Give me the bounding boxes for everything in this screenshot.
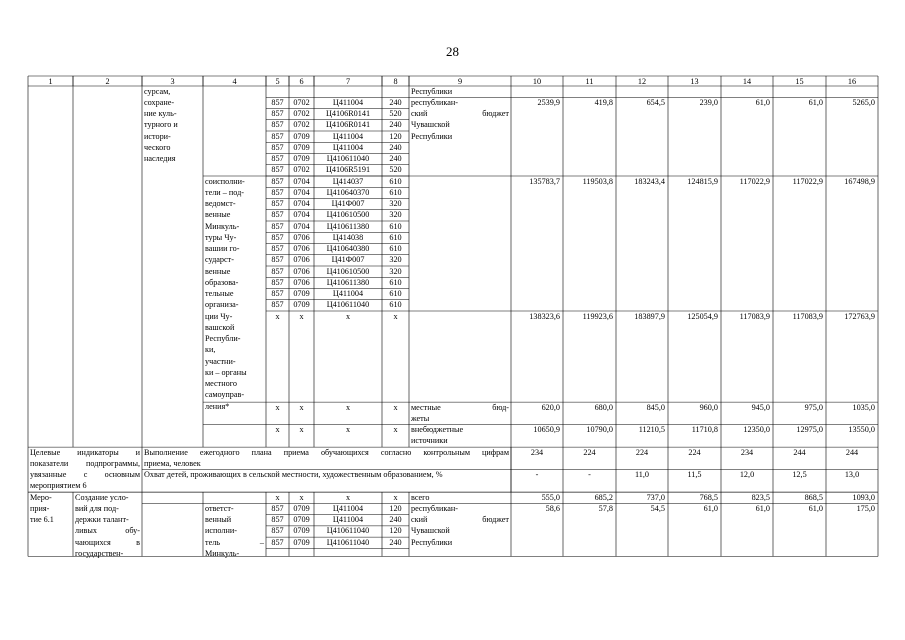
activity-text: сурсам, — [144, 86, 171, 96]
activity-text: ческого — [144, 142, 171, 152]
indicator-text: Выполнение ежегодного плана приема обучающихся согласно контрольным цифрам — [144, 447, 509, 457]
amount-value: 138323,6 — [529, 311, 560, 321]
budget-code: 240 — [389, 142, 402, 152]
budget-code: 0706 — [293, 277, 310, 287]
budget-code: 857 — [271, 97, 284, 107]
executor-text: венные — [205, 210, 231, 220]
amount-value: 960,0 — [699, 402, 718, 412]
measure-text: государствен- — [75, 548, 124, 558]
executor-text: тели – под- — [205, 187, 244, 197]
budget-code: 320 — [389, 266, 402, 276]
budget-code: 857 — [271, 210, 284, 220]
header-cell-16: 16 — [847, 76, 857, 86]
amount-value: 124815,9 — [687, 176, 718, 186]
budget-code: 610 — [389, 232, 402, 242]
budget-code: 857 — [271, 266, 284, 276]
executor-text: тельные — [205, 289, 234, 298]
activity-text: сохране- — [144, 97, 175, 107]
header-cell-10: 10 — [532, 76, 542, 86]
budget-code: x — [393, 425, 398, 435]
indicator-text: приема, человек — [144, 458, 201, 468]
amount-value: 945,0 — [751, 402, 770, 412]
budget-code: 857 — [271, 503, 284, 513]
amount-value: 119503,8 — [582, 176, 613, 186]
budget-code: Ц4106R5191 — [325, 165, 371, 175]
budget-code: x — [345, 311, 351, 321]
budget-code: 610 — [389, 300, 402, 310]
budget-code: 857 — [271, 244, 284, 253]
budget-code: x — [393, 492, 398, 502]
header-cell-3: 3 — [170, 76, 175, 86]
measure-text: ливых обу- — [75, 526, 140, 536]
header-cell-8: 8 — [393, 76, 398, 86]
amount-value: 57,8 — [598, 503, 613, 513]
amount-value: 419,8 — [594, 97, 613, 107]
amount-value: 117022,9 — [739, 176, 770, 186]
executor-text: Минкуль- — [205, 548, 240, 558]
budget-code: 0706 — [293, 266, 310, 276]
measure-number: прия- — [30, 503, 50, 513]
budget-code: 857 — [271, 142, 284, 152]
activity-text: наследия — [144, 154, 176, 163]
budget-code: 240 — [389, 120, 402, 130]
budget-code: x — [275, 425, 280, 435]
budget-code: x — [299, 425, 304, 435]
funding-source-text: Чувашской — [411, 526, 450, 536]
header-cell-7: 7 — [345, 76, 351, 86]
budget-code: 240 — [389, 97, 402, 107]
indicator-value: 224 — [688, 447, 701, 457]
budget-code: 0702 — [293, 97, 310, 107]
budget-code: 610 — [389, 221, 402, 231]
indicator-value: 244 — [793, 447, 806, 457]
budget-code: Ц414038 — [332, 232, 364, 242]
amount-value: 11210,5 — [638, 425, 665, 435]
indicator-value: 11,5 — [687, 470, 702, 480]
amount-value: 685,2 — [594, 492, 613, 502]
executor-text: ведомст- — [205, 199, 236, 208]
budget-code: Ц414037 — [332, 176, 364, 186]
amount-value: 620,0 — [541, 402, 560, 412]
budget-table — [28, 76, 878, 571]
measure-text: держки талант- — [75, 515, 129, 525]
budget-code: x — [393, 311, 398, 321]
amount-value: 61,0 — [808, 503, 823, 513]
budget-code: 320 — [389, 255, 402, 265]
indicator-label: Целевые индикаторы и — [30, 447, 140, 457]
budget-code: 0706 — [293, 232, 310, 242]
budget-code: 0704 — [293, 176, 310, 186]
budget-code: Ц41Ф007 — [331, 255, 365, 265]
budget-code: 857 — [271, 232, 284, 242]
amount-value: 12350,0 — [743, 425, 770, 435]
executor-text: образова- — [205, 277, 239, 287]
budget-code: 0709 — [293, 154, 310, 163]
header-cell-1: 1 — [48, 76, 53, 86]
funding-source-text: жеты — [411, 413, 430, 423]
budget-code: 857 — [271, 255, 284, 265]
header-cell-2: 2 — [105, 76, 110, 86]
budget-code: x — [345, 402, 351, 412]
budget-code: 120 — [389, 526, 402, 536]
executor-text: Минкуль- — [205, 221, 240, 231]
executor-text: сударст- — [205, 255, 234, 265]
page-number: 28 — [446, 44, 459, 59]
indicator-value: - — [588, 470, 591, 480]
budget-code: 857 — [271, 187, 284, 197]
budget-code: 0709 — [293, 289, 310, 298]
budget-code: 0709 — [293, 537, 310, 547]
budget-code: 120 — [389, 131, 402, 141]
measure-text: чающихся в — [75, 537, 140, 547]
funding-source-text: ский бюджет — [411, 109, 509, 118]
executor-text: ления* — [205, 401, 230, 411]
budget-code: Ц410611040 — [326, 300, 370, 310]
budget-code: Ц410640370 — [326, 187, 370, 197]
header-cell-12: 12 — [637, 76, 647, 86]
budget-code: 0709 — [293, 526, 310, 536]
budget-code: Ц411004 — [332, 515, 364, 525]
budget-code: Ц410610500 — [326, 266, 370, 276]
amount-value: 737,0 — [646, 492, 665, 502]
indicator-label: показатели подпрограммы, — [30, 458, 140, 468]
budget-code: Ц410611040 — [326, 154, 370, 163]
budget-code: Ц4106R0141 — [325, 109, 371, 118]
budget-code: Ц410611380 — [326, 277, 370, 287]
budget-code: 520 — [389, 165, 402, 175]
funding-source-text: местные бюд- — [411, 402, 509, 412]
executor-text: ки, — [205, 345, 216, 355]
budget-code: 0709 — [293, 515, 310, 525]
budget-code: 0702 — [293, 109, 310, 118]
budget-code: 0704 — [293, 187, 310, 197]
executor-text: организа- — [205, 300, 239, 310]
budget-code: x — [299, 311, 304, 321]
executor-text: вашии го- — [205, 244, 240, 253]
budget-code: 0702 — [293, 120, 310, 130]
executor-text: ции Чу- — [205, 311, 233, 321]
budget-code: 857 — [271, 154, 284, 163]
indicator-value: 244 — [845, 447, 859, 457]
amount-value: 183243,4 — [634, 176, 665, 186]
funding-source-text: Республики — [411, 131, 453, 141]
budget-code: 120 — [389, 503, 402, 513]
amount-value: 2539,9 — [537, 97, 560, 107]
budget-code: 0709 — [293, 300, 310, 310]
measure-number: Меро- — [30, 492, 52, 502]
activity-text: ние куль- — [144, 109, 177, 118]
amount-value: 117083,9 — [739, 311, 770, 321]
budget-code: Ц410611380 — [326, 221, 370, 231]
budget-code: x — [275, 492, 280, 502]
indicator-value: 12,5 — [792, 470, 807, 480]
amount-value: 845,0 — [646, 402, 665, 412]
budget-code: 0702 — [293, 165, 310, 175]
budget-code: 610 — [389, 244, 402, 253]
budget-code: 857 — [271, 515, 284, 525]
funding-source-text: источники — [411, 436, 448, 446]
executor-text: ки – органы — [205, 367, 247, 377]
budget-code: 0709 — [293, 131, 310, 141]
indicator-value: 12,0 — [739, 470, 755, 480]
amount-value: 868,5 — [804, 492, 823, 502]
amount-value: 167498,9 — [844, 176, 875, 186]
header-cell-13: 13 — [690, 76, 699, 86]
budget-code: 0709 — [293, 142, 310, 152]
executor-text: венный — [205, 515, 232, 525]
amount-value: 975,0 — [804, 402, 823, 412]
budget-code: 857 — [271, 131, 284, 141]
executor-text: туры Чу- — [205, 232, 237, 242]
amount-value: 680,0 — [594, 402, 613, 412]
amount-value: 768,5 — [699, 492, 718, 502]
budget-code: 0704 — [293, 221, 310, 231]
indicator-text: Охват детей, проживающих в сельской местности, художественным образованием, % — [144, 470, 443, 480]
executor-text: участни- — [205, 356, 236, 366]
budget-code: 240 — [389, 537, 402, 547]
amount-value: 823,5 — [751, 492, 770, 502]
budget-code: Ц410640380 — [326, 244, 370, 253]
funding-source-text: республикан- — [411, 503, 458, 513]
measure-number: тие 6.1 — [30, 515, 54, 525]
header-cell-5: 5 — [275, 76, 280, 86]
budget-code: 857 — [271, 176, 284, 186]
indicator-value: 234 — [740, 447, 754, 457]
amount-value: 239,0 — [699, 97, 718, 107]
amount-value: 117022,9 — [792, 176, 823, 186]
budget-code: Ц410610500 — [326, 210, 370, 220]
amount-value: 135783,7 — [529, 176, 560, 186]
funding-source-text: ский бюджет — [411, 515, 509, 525]
budget-code: Ц411004 — [332, 289, 364, 298]
indicator-value: - — [535, 470, 539, 480]
budget-code: 320 — [389, 210, 402, 220]
budget-code: 0704 — [293, 210, 310, 220]
amount-value: 13550,0 — [848, 425, 875, 435]
executor-text: тель – — [205, 537, 264, 547]
measure-text: вий для под- — [75, 503, 119, 513]
amount-value: 183897,9 — [634, 311, 665, 321]
budget-code: 240 — [389, 154, 402, 163]
budget-code: 610 — [389, 277, 402, 287]
executor-text: исполни- — [205, 526, 237, 536]
amount-value: 12975,0 — [796, 425, 823, 435]
budget-code: Ц4106R0141 — [325, 120, 371, 130]
indicator-label: мероприятием 6 — [30, 481, 87, 491]
amount-value: 61,0 — [808, 97, 823, 107]
budget-code: Ц411004 — [332, 142, 364, 152]
budget-code: 320 — [389, 199, 402, 208]
executor-text: Республи- — [205, 334, 241, 343]
amount-value: 61,0 — [755, 97, 770, 107]
amount-value: 61,0 — [703, 503, 718, 513]
budget-code: 520 — [389, 109, 402, 118]
budget-code: x — [275, 402, 280, 412]
budget-code: 610 — [389, 176, 402, 186]
indicator-value: 224 — [635, 447, 649, 457]
executor-text: ответст- — [205, 503, 234, 513]
amount-value: 58,6 — [545, 503, 560, 513]
budget-code: 0706 — [293, 255, 310, 265]
budget-code: 857 — [271, 120, 284, 130]
amount-value: 11710,8 — [691, 425, 718, 435]
budget-code: x — [299, 402, 304, 412]
budget-code: Ц410611040 — [326, 537, 370, 547]
indicator-label: увязанные с основным — [30, 470, 140, 480]
executor-text: местного — [205, 379, 237, 388]
activity-text: истори- — [144, 131, 171, 141]
budget-code: 857 — [271, 277, 284, 287]
amount-value: 10650,9 — [533, 425, 560, 435]
header-cell-11: 11 — [585, 76, 594, 86]
budget-code: 240 — [389, 515, 402, 525]
budget-code: 857 — [271, 537, 284, 547]
budget-code: 0709 — [293, 503, 310, 513]
budget-code: 857 — [271, 165, 284, 175]
amount-value: 117083,9 — [792, 311, 823, 321]
funding-source-text: всего — [411, 492, 430, 502]
funding-source-text: Чувашской — [411, 120, 450, 130]
executor-text: венные — [205, 266, 231, 276]
funding-source-text: республикан- — [411, 97, 458, 107]
amount-value: 54,5 — [650, 503, 665, 513]
budget-code: Ц410611040 — [326, 526, 370, 536]
indicator-value: 234 — [530, 447, 544, 457]
amount-value: 1035,0 — [852, 402, 875, 412]
header-cell-6: 6 — [299, 76, 304, 86]
budget-code: 610 — [389, 289, 402, 298]
budget-code: Ц41Ф007 — [331, 199, 365, 208]
executor-text: вашской — [205, 322, 235, 332]
funding-source-text: Республики — [411, 537, 453, 547]
measure-text: Создание усло- — [75, 492, 129, 502]
executor-text: самоуправ- — [205, 390, 245, 400]
funding-source-text: внебюджетные — [411, 425, 464, 435]
header-cell-9: 9 — [457, 76, 463, 86]
budget-code: Ц411004 — [332, 131, 364, 141]
amount-value: 1093,0 — [852, 492, 875, 502]
amount-value: 10790,0 — [586, 425, 613, 435]
budget-code: Ц411004 — [332, 97, 364, 107]
budget-code: x — [345, 492, 351, 502]
amount-value: 654,5 — [646, 97, 665, 107]
amount-value: 125054,9 — [687, 311, 718, 321]
budget-code: 0706 — [293, 244, 310, 253]
header-cell-14: 14 — [742, 76, 752, 86]
indicator-value: 11,0 — [634, 470, 650, 480]
budget-code: 857 — [271, 289, 284, 298]
budget-code: x — [299, 492, 304, 502]
budget-code: 857 — [271, 221, 284, 231]
budget-code: 857 — [271, 300, 284, 310]
budget-code: Ц411004 — [332, 503, 364, 513]
amount-value: 555,0 — [541, 492, 560, 502]
budget-code: x — [393, 402, 398, 412]
amount-value: 5265,0 — [852, 97, 875, 107]
header-cell-4: 4 — [232, 76, 237, 86]
activity-text: турного и — [144, 120, 178, 130]
amount-value: 175,0 — [856, 503, 875, 513]
budget-code: 857 — [271, 199, 284, 208]
amount-value: 61,0 — [755, 503, 770, 513]
indicator-value: 224 — [583, 447, 596, 457]
budget-code: 857 — [271, 526, 284, 536]
indicator-value: 13,0 — [844, 470, 860, 480]
amount-value: 172763,9 — [844, 311, 875, 321]
executor-text: соисполни- — [205, 176, 245, 186]
budget-code: x — [345, 425, 351, 435]
budget-code: 610 — [389, 187, 402, 197]
budget-code: x — [275, 311, 280, 321]
budget-code: 857 — [271, 109, 284, 118]
amount-value: 119923,6 — [582, 311, 613, 321]
header-cell-15: 15 — [795, 76, 804, 86]
budget-code: 0704 — [293, 199, 310, 208]
funding-source-text: Республики — [411, 86, 453, 96]
